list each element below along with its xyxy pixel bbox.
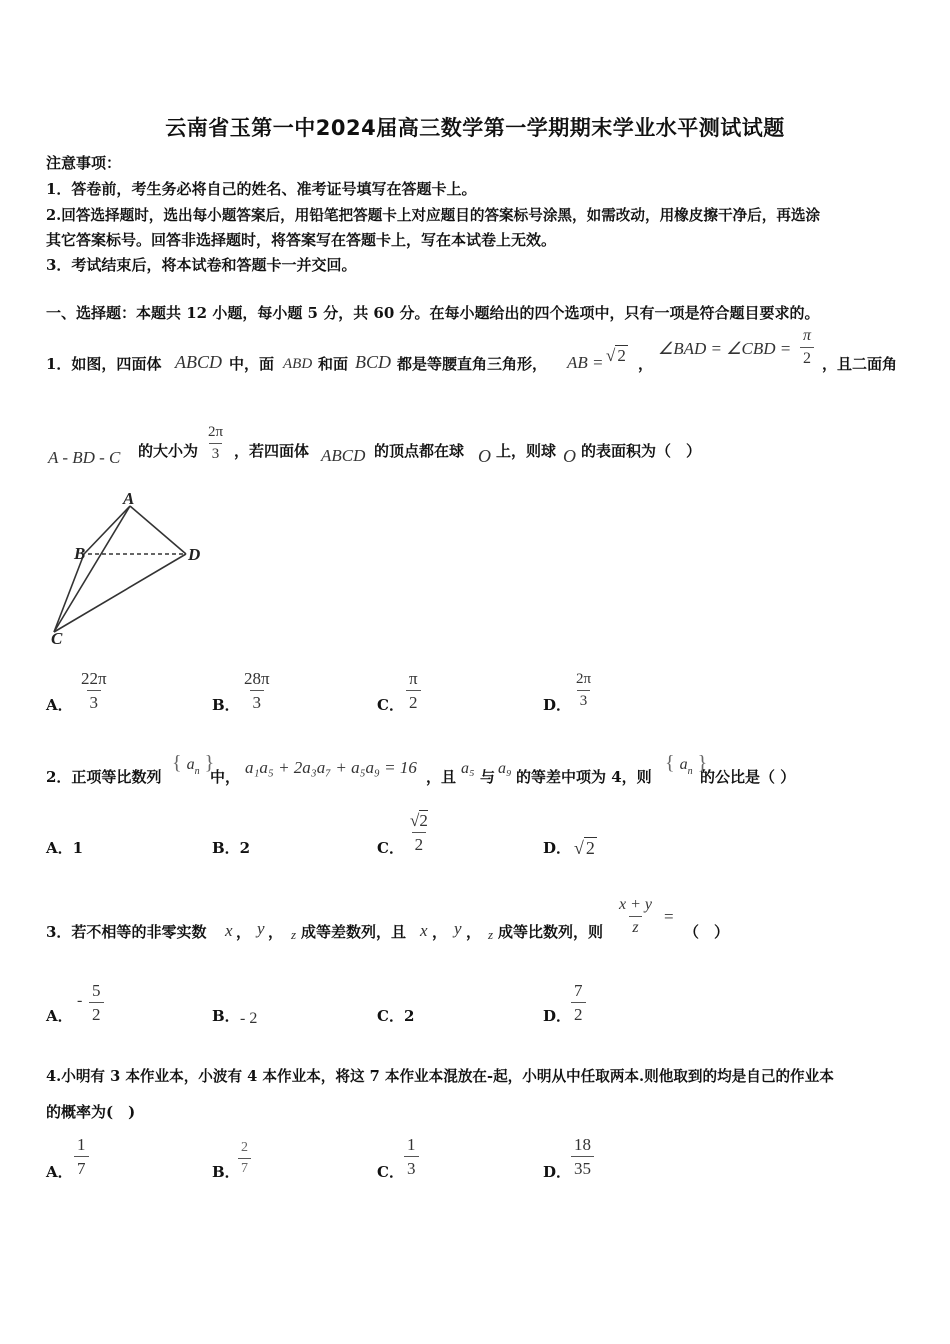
q2-text-4: 与: [480, 768, 496, 786]
q1-text-1: 1．如图，四面体: [46, 355, 162, 373]
q2-text-3: ，且: [426, 768, 457, 786]
q4-option-d-label[interactable]: D．: [543, 1163, 572, 1181]
q1-text-6: 的大小为: [138, 442, 199, 460]
page-title: 云南省玉第一中2024届高三数学第一学期期末学业水平测试试题: [165, 116, 785, 140]
edge-ac: [54, 506, 130, 632]
q3-math-y: y: [257, 919, 265, 938]
q1-sqrt-2: √ 2: [606, 346, 626, 365]
q1-option-a-value: $\frac{22\pi}{3}$: [81, 669, 107, 712]
q1-math-bcd: BCD: [355, 352, 391, 372]
q3-option-b-value: - 2: [240, 1010, 258, 1027]
edge-ad: [130, 506, 186, 554]
notice-item-3: 3．考试结束后，将本试卷和答题卡一并交回。: [46, 256, 357, 274]
q1-frac-2pi-3: $\frac{2\pi}{3}$: [208, 424, 224, 462]
q1-text-7: ，若四面体: [234, 442, 310, 460]
q1-math-angle: ∠BAD = ∠CBD =: [658, 339, 792, 358]
q1-math-ab: AB =: [567, 353, 604, 372]
q3-comma-2: ，: [268, 923, 284, 941]
q1-option-b-value: $\frac{28\pi}{3}$: [244, 669, 270, 712]
q1-math-abd: ABD: [283, 356, 313, 372]
q1-text-10: 的表面积为（ ）: [581, 442, 702, 460]
q1-option-c-label[interactable]: C．: [377, 696, 404, 714]
q1-math-abcd: ABCD: [175, 352, 222, 372]
q3-option-c[interactable]: C．2: [377, 1007, 415, 1025]
q3-math-equals: =: [664, 907, 674, 926]
q3-text-3: 成等比数列，则: [498, 923, 604, 941]
q3-math-x-2: x: [420, 921, 428, 940]
q1-option-d-value: $\frac{2\pi}{3}$: [576, 671, 592, 709]
q4-option-a-label[interactable]: A．: [46, 1163, 73, 1181]
q1-text-4: 都是等腰直角三角形，: [397, 355, 548, 373]
q3-comma-1: ，: [236, 923, 252, 941]
notice-item-2a: 2.回答选择题时，选出每小题答案后，用铅笔把答题卡上对应题目的答案标号涂黑，如需改动，用橡皮擦干净后，再选涂: [46, 207, 821, 224]
q1-text-8: 的顶点都在球: [374, 442, 465, 460]
q2-math-a5: a₅: [461, 760, 475, 777]
q3-option-b-label[interactable]: B．: [212, 1007, 240, 1025]
q1-option-a-label[interactable]: A．: [46, 696, 73, 714]
q2-text-6: 的公比是（ ）: [700, 768, 796, 786]
q1-option-c-value: $\frac{\pi}{2}$: [406, 670, 421, 711]
edge-ab: [84, 506, 130, 554]
q2-option-c-label[interactable]: C．: [377, 839, 404, 857]
q1-text-9: 上，则球: [496, 442, 557, 460]
q2-option-a[interactable]: A．1: [46, 839, 84, 857]
q4-option-c-value: $\frac{1}{3}$: [404, 1136, 419, 1177]
q1-math-o-2: O: [563, 446, 576, 466]
q3-text-4: （ ）: [684, 923, 730, 941]
q3-math-z: z: [291, 927, 297, 942]
q3-option-a-label[interactable]: A．: [46, 1007, 73, 1025]
vertex-label-c: C: [51, 629, 63, 648]
q2-option-d-value: √ 2: [574, 838, 595, 858]
q1-text-5: ，且二面角: [822, 355, 898, 373]
q3-text-2: 成等差数列，且: [301, 923, 407, 941]
q2-sequence: { $a_n$ }: [172, 752, 215, 777]
tetrahedron-figure: [40, 486, 220, 648]
notice-heading: 注意事项：: [46, 154, 122, 172]
q3-option-a-sign: -: [77, 992, 83, 1009]
q4-option-b-label[interactable]: B．: [212, 1163, 240, 1181]
edge-bc: [54, 554, 84, 632]
q1-math-dihedral: A - BD - C: [48, 448, 121, 467]
q1-text-2: 中，面: [229, 355, 275, 373]
q2-math-a9: a₉: [498, 760, 512, 777]
q2-text-2: 中，: [210, 768, 241, 786]
q2-sequence-2: { $a_n$ }: [665, 752, 708, 777]
vertex-label-d: D: [188, 545, 201, 564]
q4-option-c-label[interactable]: C．: [377, 1163, 404, 1181]
q3-math-z-2: z: [488, 927, 494, 942]
q3-option-d-label[interactable]: D．: [543, 1007, 572, 1025]
vertex-label-a: A: [123, 489, 135, 508]
q3-comma-4: ，: [466, 923, 482, 941]
q4-line-2: 的概率为( ): [46, 1103, 136, 1121]
section-heading: 一、选择题：本题共 12 小题，每小题 5 分，共 60 分。在每小题给出的四个选项中，只有一项是符合题目要求的。: [46, 304, 820, 322]
q2-math-equation: a₁a₅ + 2a₃a₇ + a₅a₉ = 16: [245, 758, 417, 777]
q3-option-d-value: $\frac{7}{2}$: [571, 982, 586, 1023]
q1-option-b-label[interactable]: B．: [212, 696, 240, 714]
q2-text-5: 的等差中项为 4，则: [516, 768, 652, 786]
q1-math-o: O: [478, 446, 491, 466]
q1-text-3: 和面: [318, 355, 349, 373]
q3-math-x: x: [225, 921, 233, 940]
q3-option-a-value: $\frac{5}{2}$: [89, 982, 104, 1023]
q3-math-y-2: y: [454, 919, 462, 938]
q1-option-d-label[interactable]: D．: [543, 696, 572, 714]
q3-text-1: 3．若不相等的非零实数: [46, 923, 207, 941]
edge-cd: [54, 554, 186, 632]
q1-comma: ，: [638, 355, 654, 373]
vertex-label-b: B: [74, 544, 86, 563]
q4-option-a-value: $\frac{1}{7}$: [74, 1136, 89, 1177]
q4-option-b-value: $\frac{2}{7}$: [238, 1141, 251, 1176]
q3-comma-3: ，: [432, 923, 448, 941]
q2-option-c-value: $\frac{√2}{2}$: [410, 811, 428, 854]
q2-option-b[interactable]: B．2: [212, 839, 251, 857]
q2-option-d-label[interactable]: D．: [543, 839, 572, 857]
q2-text-1: 2．正项等比数列: [46, 768, 162, 786]
notice-item-2b: 其它答案标号。回答非选择题时，将答案写在答题卡上，写在本试卷上无效。: [46, 231, 557, 249]
notice-item-1: 1．答卷前，考生务必将自己的姓名、准考证号填写在答题卡上。: [46, 180, 477, 198]
q4-option-d-value: $\frac{18}{35}$: [571, 1136, 594, 1177]
q3-math-fraction: $\frac{x + y}{z}$: [619, 896, 652, 936]
q1-math-abcd-2: ABCD: [321, 446, 366, 465]
q1-frac-pi-2: $\frac{\pi}{2}$: [800, 328, 814, 367]
q4-line-1: 4.小明有 3 本作业本，小波有 4 本作业本，将这 7 本作业本混放在-起，小明从中任取两本.则他取到的均是自己的作业本: [46, 1068, 834, 1085]
